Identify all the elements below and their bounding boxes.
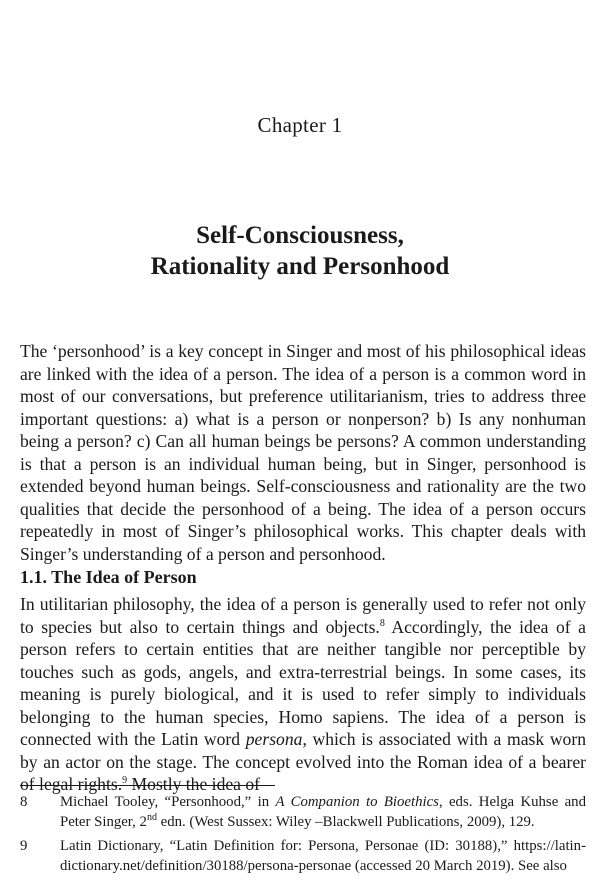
footnote-ref-8: 8 xyxy=(379,617,385,629)
footnote-number: 8 xyxy=(20,794,28,810)
footnote-divider xyxy=(20,785,275,786)
footnote-9 xyxy=(20,836,586,876)
section-text-2: Accordingly, the idea of a person refers to certain entities that are neither tangible nor perceptible by touches such as gods, angels, and extra-terrestrial beings. In some cases, its meaning is purely biological, and it is used to refer simply to individuals belonging to the human species, Homo sapiens. The idea of a person is connected with the Latin word xyxy=(20,616,586,749)
intro-paragraph: The ‘personhood’ is a key concept in Singer and most of his philosophical ideas are linked with the idea of a person. The idea of a person is a common word in most of our conversations, but preference utilitarianism, tries to address three important questions: a) what is a person or nonperson? b) Is any nonhuman being a person? c) Can all human beings be persons? A common understanding is that a person is an individual human being, but in Singer, personhood is extended beyond human beings. Self-consciousness and rationality are the two qualities that decide the personhood of a being. The idea of a person occurs repeatedly in most of Singer’s philosophical works. This chapter deals with Singer’s understanding of a person and personhood. xyxy=(20,341,586,564)
footnote-text xyxy=(60,792,586,832)
chapter-title-line-1: Self-Consciousness, xyxy=(196,222,404,249)
footnote-number: 9 xyxy=(20,838,28,854)
chapter-title xyxy=(0,220,600,282)
section-text-4: Mostly the idea of xyxy=(127,774,261,794)
section-heading: 1.1. The Idea of Person xyxy=(20,567,197,587)
footnote-text-part: edn. (West Sussex: Wiley –Blackwell Publications, 2009), 129. xyxy=(156,814,535,830)
chapter-label: Chapter 1 xyxy=(257,113,343,137)
footnote-8 xyxy=(20,792,586,832)
footnote-ref-9: 9 xyxy=(122,775,128,787)
persona-word: persona xyxy=(245,729,303,749)
section-text-1: In utilitarian philosophy, the idea of a person is generally used to refer not only to species but also to certain things and objects. xyxy=(20,594,586,637)
footnote-book-title: A Companion to Bioethics xyxy=(275,794,439,810)
footnote-text-part: Michael Tooley, “Personhood,” in xyxy=(60,794,276,810)
section-text-3: , which is associated with a mask worn by an actor on the stage. The concept evolved into the Roman idea of a bearer of legal rights. xyxy=(20,729,586,794)
footnote-text-part: , eds. Helga Kuhse and Peter Singer, 2 xyxy=(60,794,586,830)
footnote-text: Latin Dictionary, “Latin Definition for: Persona, Personae (ID: 30188),” https://latin-dictionary.net/definition/30188/persona-personae (accessed 20 March 2019). See also xyxy=(60,838,586,874)
footnote-ordinal: nd xyxy=(146,812,157,824)
section-paragraph xyxy=(20,593,586,796)
chapter-title-line-2: Rationality and Personhood xyxy=(150,253,450,280)
